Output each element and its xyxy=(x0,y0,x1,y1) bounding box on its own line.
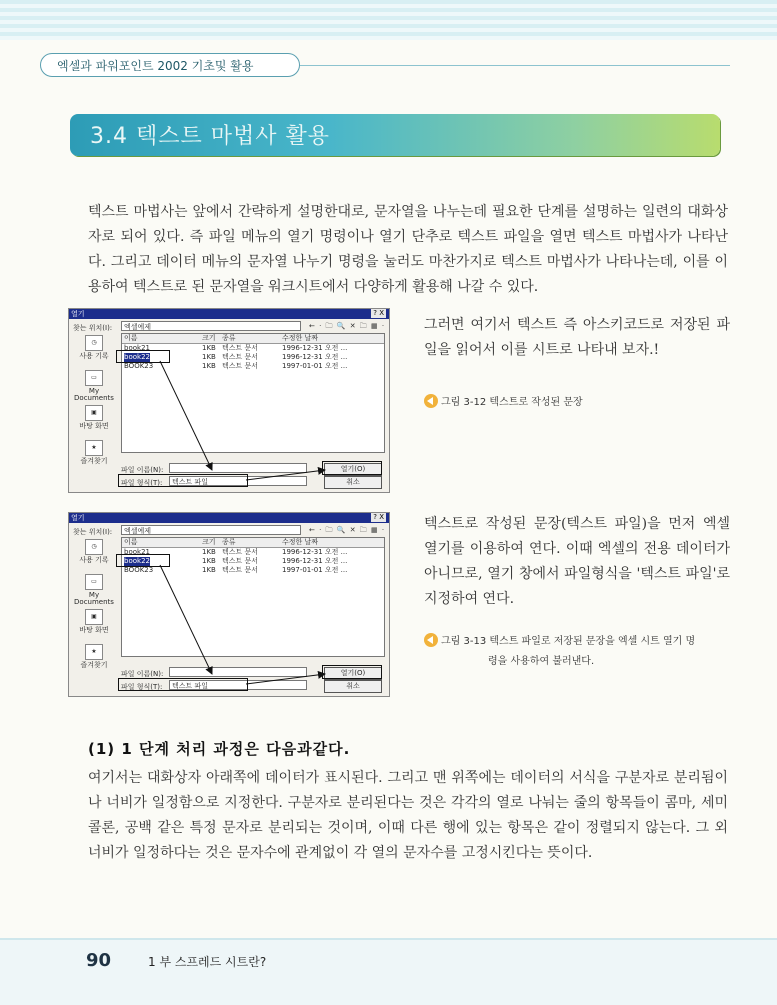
figure-caption-1: 그림 3-12 텍스트로 작성된 문장 xyxy=(424,392,583,413)
file-row-selected[interactable]: book22 1KB 텍스트 문서 1996-12-31 오전 ... xyxy=(124,557,348,565)
file-row[interactable]: book21 1KB 텍스트 문서 1996-12-31 오전 ... xyxy=(124,344,348,352)
dialog-title: 열기 xyxy=(71,310,85,318)
desktop-icon: ▣ xyxy=(85,405,103,421)
desktop-icon: ▣ xyxy=(85,609,103,625)
file-row[interactable]: BOOK23 1KB 텍스트 문서 1997-01-01 오전 ... xyxy=(124,566,348,574)
cancel-button[interactable]: 취소 xyxy=(324,680,382,693)
place-history[interactable]: ◷ 사용 기록 xyxy=(71,335,117,368)
body-paragraph: 여기서는 대화상자 아래쪽에 데이터가 표시된다. 그리고 맨 위쪽에는 데이터의 서식을 구분자로 분리됨이나 너비가 일정함으로 지정한다. 구분자로 분리된다는 것은 각각의 열로 나눠는 줄의 항목들이 콤마, 세미콜론, 공백 같은 특정 문자로 분리되는 것이며, 이때 다른 행에 있는 항목은 같이 정렬되지 않는다. 그 외 너비가 일정하다는 것은 문자수에 관계없이 각 열의 문자수를 고정시킨다는 뜻이다. xyxy=(88,770,728,861)
subheading: (1) 1 단계 처리 과정은 다음과같다. xyxy=(88,740,351,758)
cancel-button[interactable]: 취소 xyxy=(324,476,382,489)
filetype-select[interactable]: 텍스트 파일 xyxy=(169,476,307,486)
place-my-documents[interactable]: ▭ My Documents xyxy=(71,574,117,607)
section-title: 3.4 텍스트 마법사 활용 xyxy=(90,124,330,149)
dialog-toolbar[interactable]: ← · 🗀 🔍 ✕ 🗀 ▦ · xyxy=(309,322,386,330)
look-in-label: 찾는 위치(I): xyxy=(73,528,113,536)
look-in-select[interactable]: 엑셀예제 xyxy=(121,321,301,331)
figure-caption-2-continued: 령을 사용하여 불러낸다. xyxy=(488,656,595,667)
place-favorites[interactable]: ★ 즐겨찾기 xyxy=(71,440,117,473)
right-paragraph-1: 그러면 여기서 텍스트 즉 아스키코드로 저장된 파일을 읽어서 이를 시트로 나타내 보자.! xyxy=(424,317,730,358)
intro-paragraph: 텍스트 마법사는 앞에서 간략하게 설명한대로, 문자열을 나누는데 필요한 단계를 설명하는 일련의 대화상자로 되어 있다. 즉 파일 메뉴의 열기 명령이나 열기 단추로 텍스트 파일을 열면 텍스트 마법사가 나타난다. 그리고 데이터 메뉴의 문자열 나누기 명령을 눌러도 마찬가지로 텍스트 마법사가 나타나는데, 이를 이용하여 텍스트로 된 문자열을 워크시트에서 다양하게 활용해 나갈 수 있다. xyxy=(88,204,728,295)
place-my-documents[interactable]: ▭ My Documents xyxy=(71,370,117,403)
look-in-select[interactable]: 엑셀예제 xyxy=(121,525,301,535)
place-history[interactable]: ◷ 사용 기록 xyxy=(71,539,117,572)
filename-label: 파일 이름(N): xyxy=(121,466,164,474)
folder-icon: ▭ xyxy=(85,574,103,590)
folder-icon: ▭ xyxy=(85,370,103,386)
arrow-left-icon xyxy=(424,633,438,647)
dialog-window-controls[interactable]: ? X xyxy=(373,513,384,521)
right-paragraph-2: 텍스트로 작성된 문장(텍스트 파일)을 먼저 엑셀 열기를 이용하여 연다. 이때 엑셀의 전용 데이터가 아니므로, 열기 창에서 파일형식을 '텍스트 파일'로 지정하여 연다. xyxy=(424,516,730,607)
filetype-label: 파일 형식(T): xyxy=(121,683,163,691)
footer-rule xyxy=(0,938,777,940)
place-desktop[interactable]: ▣ 바탕 화면 xyxy=(71,405,117,438)
book-title-tab: 엑셀과 파워포인트 2002 기초및 활용 xyxy=(40,53,300,77)
part-title: 1 부 스프레드 시트란? xyxy=(148,955,267,969)
file-list-header: 이름 크기 종류 수정한 날짜 xyxy=(122,538,384,548)
history-icon: ◷ xyxy=(85,539,103,555)
footer-band xyxy=(0,938,777,1005)
dialog-window-controls[interactable]: ? X xyxy=(373,309,384,317)
figure-caption-2: 그림 3-13 텍스트 파일로 저장된 문장을 엑셀 시트 열기 명 xyxy=(424,631,695,652)
history-icon: ◷ xyxy=(85,335,103,351)
file-row[interactable]: book21 1KB 텍스트 문서 1996-12-31 오전 ... xyxy=(124,548,348,556)
open-button[interactable]: 열기(O) xyxy=(324,667,382,680)
filetype-label: 파일 형식(T): xyxy=(121,479,163,487)
look-in-label: 찾는 위치(I): xyxy=(73,324,113,332)
star-icon: ★ xyxy=(85,644,103,660)
filename-label: 파일 이름(N): xyxy=(121,670,164,678)
dialog-toolbar[interactable]: ← · 🗀 🔍 ✕ 🗀 ▦ · xyxy=(309,526,386,534)
file-row-selected[interactable]: book22 1KB 텍스트 문서 1996-12-31 오전 ... xyxy=(124,353,348,361)
arrow-left-icon xyxy=(424,394,438,408)
place-desktop[interactable]: ▣ 바탕 화면 xyxy=(71,609,117,642)
dialog-title: 열기 xyxy=(71,514,85,522)
page-number: 90 xyxy=(86,950,112,971)
file-list-header: 이름 크기 종류 수정한 날짜 xyxy=(122,334,384,344)
star-icon: ★ xyxy=(85,440,103,456)
filetype-select[interactable]: 텍스트 파일 xyxy=(169,680,307,690)
file-row[interactable]: BOOK23 1KB 텍스트 문서 1997-01-01 오전 ... xyxy=(124,362,348,370)
open-button[interactable]: 열기(O) xyxy=(324,463,382,476)
place-favorites[interactable]: ★ 즐겨찾기 xyxy=(71,644,117,677)
